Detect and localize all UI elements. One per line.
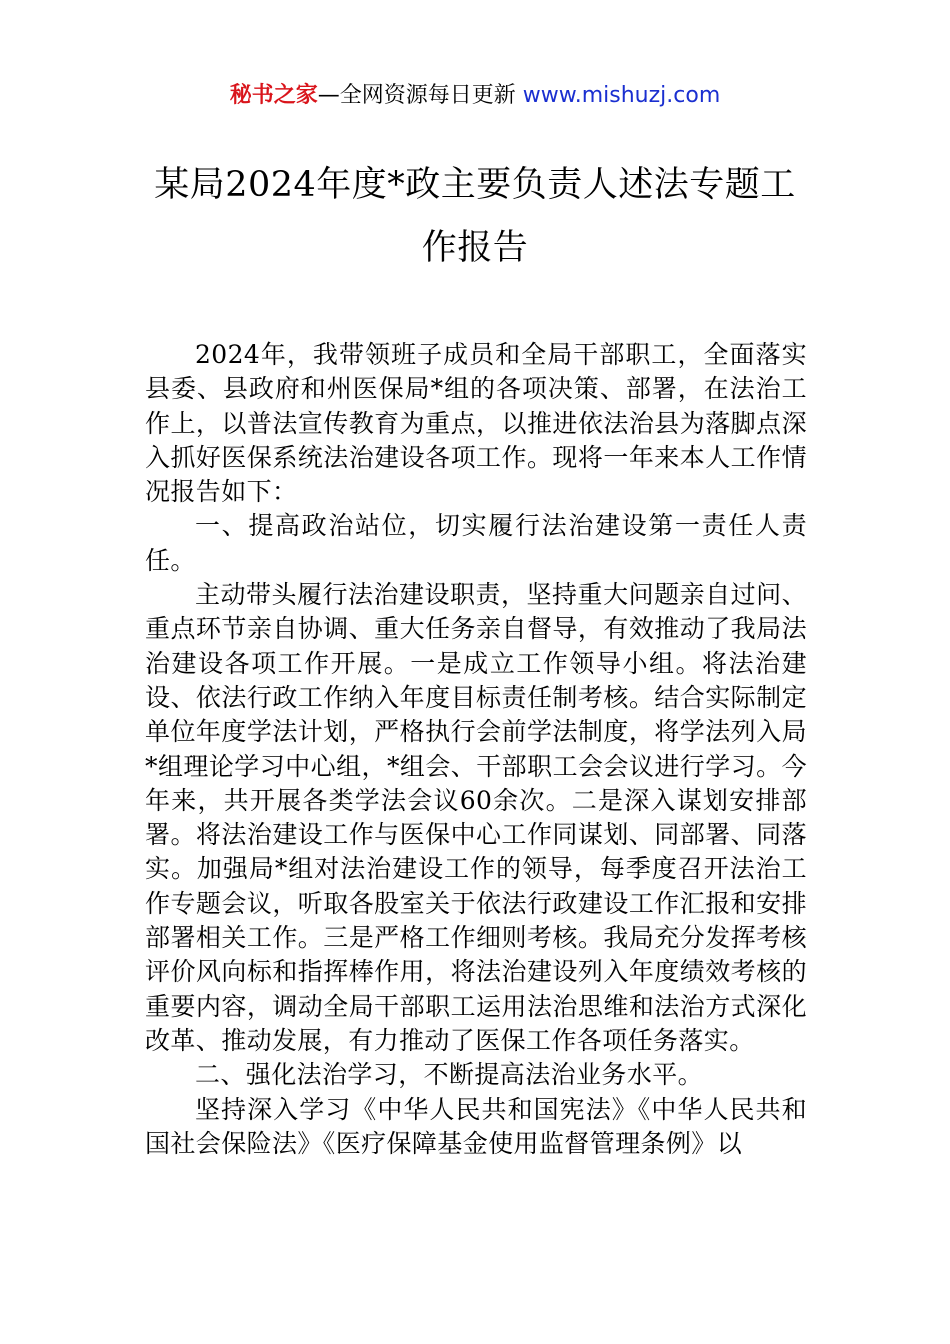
paragraph-intro: 2024年，我带领班子成员和全局干部职工，全面落实县委、县政府和州医保局*组的各项决策、部署，在法治工作上，以普法宣传教育为重点，以推进依法治县为落脚点深入抓好医保系统法治建设各项工作。现将一年来本人工作情况报告如下： bbox=[145, 340, 807, 507]
document-body bbox=[145, 338, 807, 1161]
section-heading-1: 一、提高政治站位，切实履行法治建设第一责任人责任。 bbox=[145, 511, 807, 575]
site-tagline: —全网资源每日更新 bbox=[317, 83, 516, 108]
paragraph-section-1: 主动带头履行法治建设职责，坚持重大问题亲自过问、重点环节亲自协调、重大任务亲自督导，有效推动了我局法治建设各项工作开展。一是成立工作领导小组。将法治建设、依法行政工作纳入年度目标责任制考核。结合实际制定单位年度学法计划，严格执行会前学法制度，将学法列入局*组理论学习中心组，*组会、干部职工会会议进行学习。今年来，共开展各类学法会议60余次。二是深入谋划安排部署。将法治建设工作与医保中心工作同谋划、同部署、同落实。加强局*组对法治建设工作的领导，每季度召开法治工作专题会议，听取各股室关于依法行政建设工作汇报和安排部署相关工作。三是严格工作细则考核。我局充分发挥考核评价风向标和指挥棒作用，将法治建设列入年度绩效考核的重要内容，调动全局干部职工运用法治思维和法治方式深化改革、推动发展，有力推动了医保工作各项任务落实。 bbox=[145, 580, 807, 1055]
site-url-link[interactable]: www.mishuzj.com bbox=[522, 83, 721, 108]
site-brand: 秘书之家 bbox=[229, 83, 318, 108]
document-title: 某局2024年度*政主要负责人述法专题工作报告 bbox=[154, 165, 796, 268]
site-header bbox=[0, 80, 950, 112]
paragraph-section-2: 坚持深入学习《中华人民共和国宪法》《中华人民共和国社会保险法》《医疗保障基金使用监督管理条例》以 bbox=[145, 1094, 807, 1158]
section-heading-2: 二、强化法治学习，不断提高法治业务水平。 bbox=[195, 1060, 704, 1090]
